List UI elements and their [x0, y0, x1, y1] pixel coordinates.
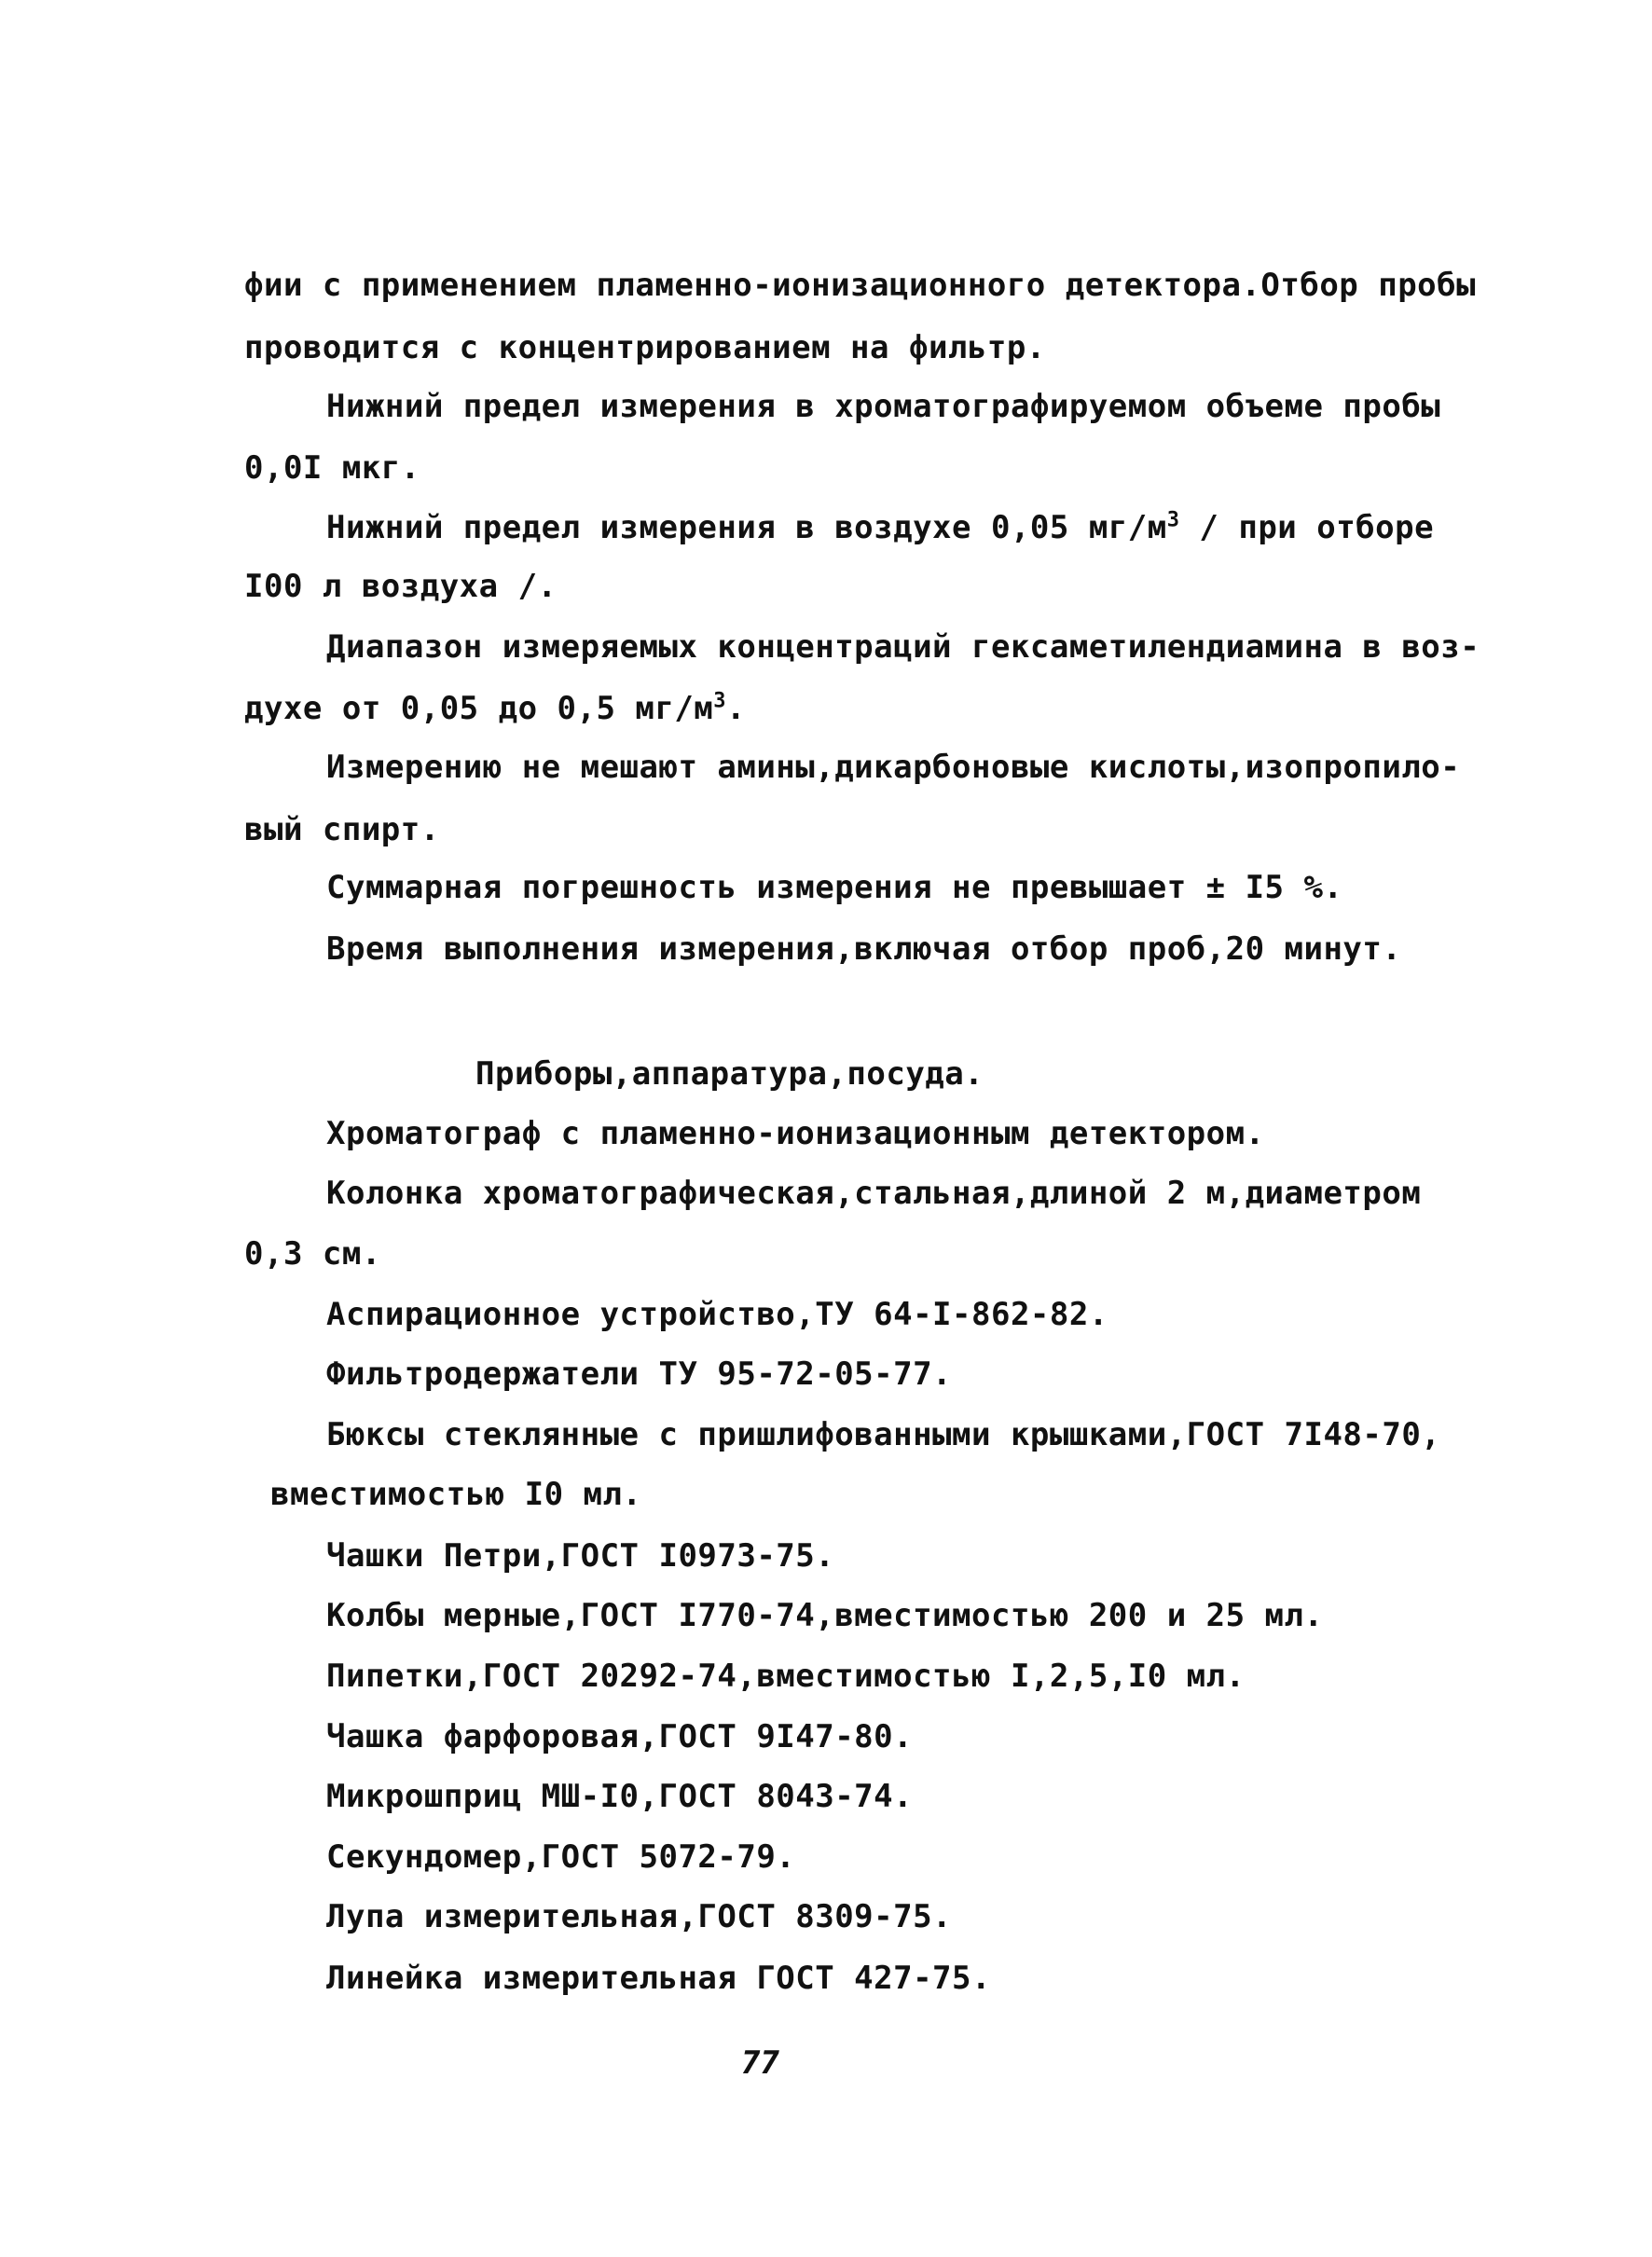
list-item: Чашка фарфоровая,ГОСТ 9I47-80. — [326, 1718, 914, 1755]
paragraph-4-line-2 — [244, 688, 746, 729]
list-item: Микрошприц МШ-I0,ГОСТ 8043-74. — [326, 1778, 914, 1815]
list-item: Чашки Петри,ГОСТ I0973-75. — [326, 1537, 835, 1575]
superscript-3: 3 — [1166, 508, 1180, 532]
section-heading: Приборы,аппаратура,посуда. — [475, 1055, 984, 1093]
list-item: Колонка хроматографическая,стальная,длиной 2 м,диаметром — [326, 1175, 1422, 1212]
paragraph-3-text-b: / при отборе — [1179, 509, 1435, 546]
paragraph-7: Время выполнения измерения,включая отбор проб,20 минут. — [326, 930, 1402, 968]
paragraph-3-line-1 — [326, 507, 1434, 548]
list-item: Хроматограф с пламенно-ионизационным детектором. — [326, 1115, 1265, 1152]
paragraph-4-text-b: . — [726, 690, 747, 727]
paragraph-5-line-2: вый спирт. — [244, 811, 440, 848]
list-item: 0,3 см. — [244, 1235, 381, 1273]
paragraph-4-text-a: духе от 0,05 до 0,5 мг/м — [244, 690, 714, 727]
superscript-3: 3 — [713, 689, 727, 713]
list-item: Бюксы стеклянные с пришлифованными крышками,ГОСТ 7I48-70, — [326, 1416, 1441, 1453]
paragraph-3-line-2: I00 л воздуха /. — [244, 568, 558, 605]
list-item: Фильтродержатели ТУ 95-72-05-77. — [326, 1356, 953, 1393]
list-item: Аспирационное устройство,ТУ 64-I-862-82. — [326, 1296, 1108, 1333]
paragraph-4-line-1: Диапазон измеряемых концентраций гексаметилендиамина в воз- — [326, 628, 1480, 666]
paragraph-3-text-a: Нижний предел измерения в воздухе 0,05 мг/м — [326, 509, 1167, 546]
list-item: Секундомер,ГОСТ 5072-79. — [326, 1838, 796, 1876]
list-item: Пипетки,ГОСТ 20292-74,вместимостью I,2,5,I0 мл. — [326, 1658, 1246, 1695]
list-item: Колбы мерные,ГОСТ I770-74,вместимостью 200 и 25 мл. — [326, 1597, 1324, 1634]
list-item: Линейка измерительная ГОСТ 427-75. — [326, 1960, 991, 1997]
paragraph-1-line-1: фии с применением пламенно-ионизационного детектора.Отбор пробы — [244, 267, 1477, 304]
paragraph-1-line-2: проводится с концентрированием на фильтр. — [244, 329, 1046, 366]
list-item: Лупа измерительная,ГОСТ 8309-75. — [326, 1898, 953, 1935]
paragraph-2-line-2: 0,0I мкг. — [244, 449, 420, 487]
paragraph-6: Суммарная погрешность измерения не превышает ± I5 %. — [326, 869, 1343, 906]
paragraph-2-line-1: Нижний предел измерения в хроматографируемом объеме пробы — [326, 388, 1441, 425]
paragraph-5-line-1: Измерению не мешают амины,дикарбоновые кислоты,изопропило- — [326, 749, 1461, 786]
list-item: вместимостью I0 мл. — [270, 1476, 642, 1513]
page-number: 77 — [741, 2044, 779, 2082]
